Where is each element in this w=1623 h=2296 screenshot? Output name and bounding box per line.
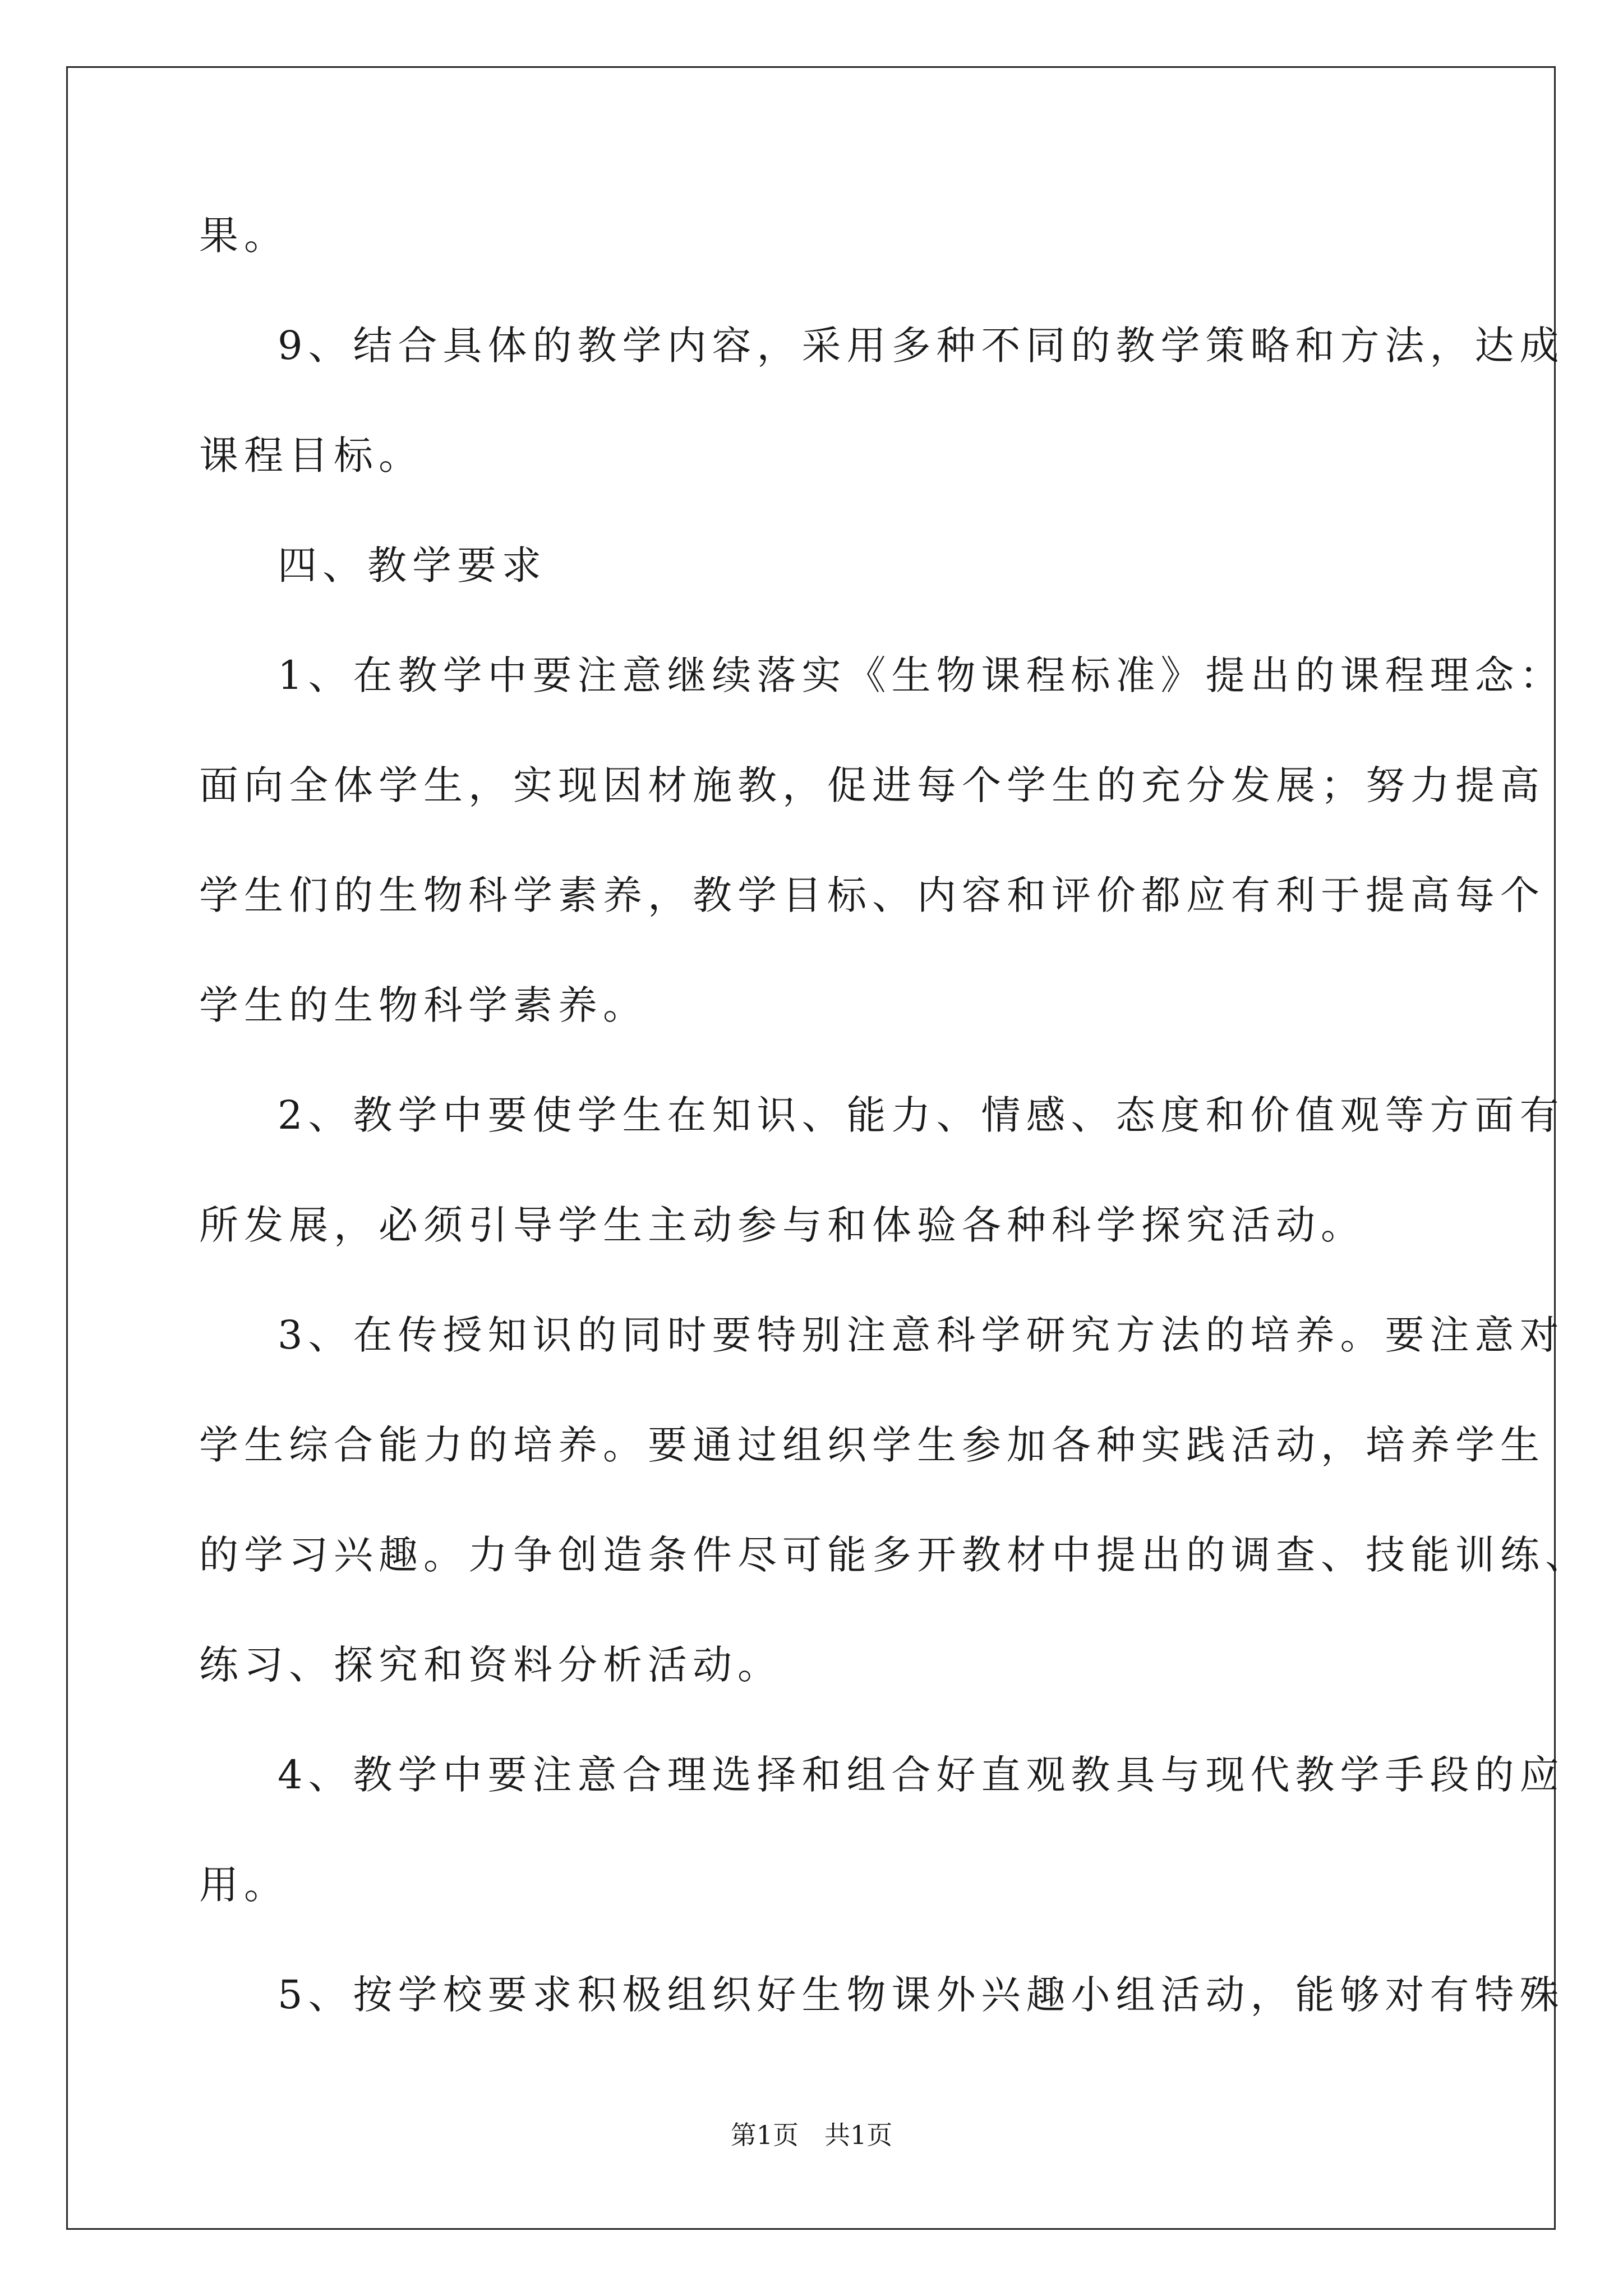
section-heading: 四、教学要求 — [278, 542, 547, 588]
text-line: 学生综合能力的培养。要通过组织学生参加各种实践活动，培养学生 — [199, 1422, 1545, 1468]
text-line: 1、在教学中要注意继续落实《生物课程标准》提出的课程理念： — [278, 652, 1565, 698]
text-line: 面向全体学生，实现因材施教，促进每个学生的充分发展；努力提高 — [199, 762, 1545, 808]
text-line: 学生的生物科学素养。 — [199, 982, 648, 1028]
document-body — [199, 181, 1590, 2050]
text-line: 4、教学中要注意合理选择和组合好直观教具与现代教学手段的应 — [278, 1752, 1565, 1798]
text-line: 课程目标。 — [199, 432, 423, 478]
text-line: 用。 — [199, 1862, 289, 1908]
text-line: 3、在传授知识的同时要特别注意科学研究方法的培养。要注意对 — [278, 1312, 1565, 1358]
page-number-total: 共1页 — [824, 2120, 893, 2150]
page-footer — [0, 2115, 1623, 2152]
text-line: 的学习兴趣。力争创造条件尽可能多开教材中提出的调查、技能训练、 — [199, 1532, 1590, 1578]
text-line: 果。 — [199, 213, 289, 259]
page-number-current: 第1页 — [730, 2120, 799, 2150]
text-line: 所发展，必须引导学生主动参与和体验各种科学探究活动。 — [199, 1202, 1366, 1248]
text-line: 5、按学校要求积极组织好生物课外兴趣小组活动，能够对有特殊 — [278, 1972, 1565, 2018]
text-line: 9、结合具体的教学内容，采用多种不同的教学策略和方法，达成 — [278, 323, 1565, 369]
text-line: 2、教学中要使学生在知识、能力、情感、态度和价值观等方面有 — [278, 1092, 1565, 1138]
text-line: 练习、探究和资料分析活动。 — [199, 1642, 782, 1688]
text-line: 学生们的生物科学素养，教学目标、内容和评价都应有利于提高每个 — [199, 872, 1545, 918]
